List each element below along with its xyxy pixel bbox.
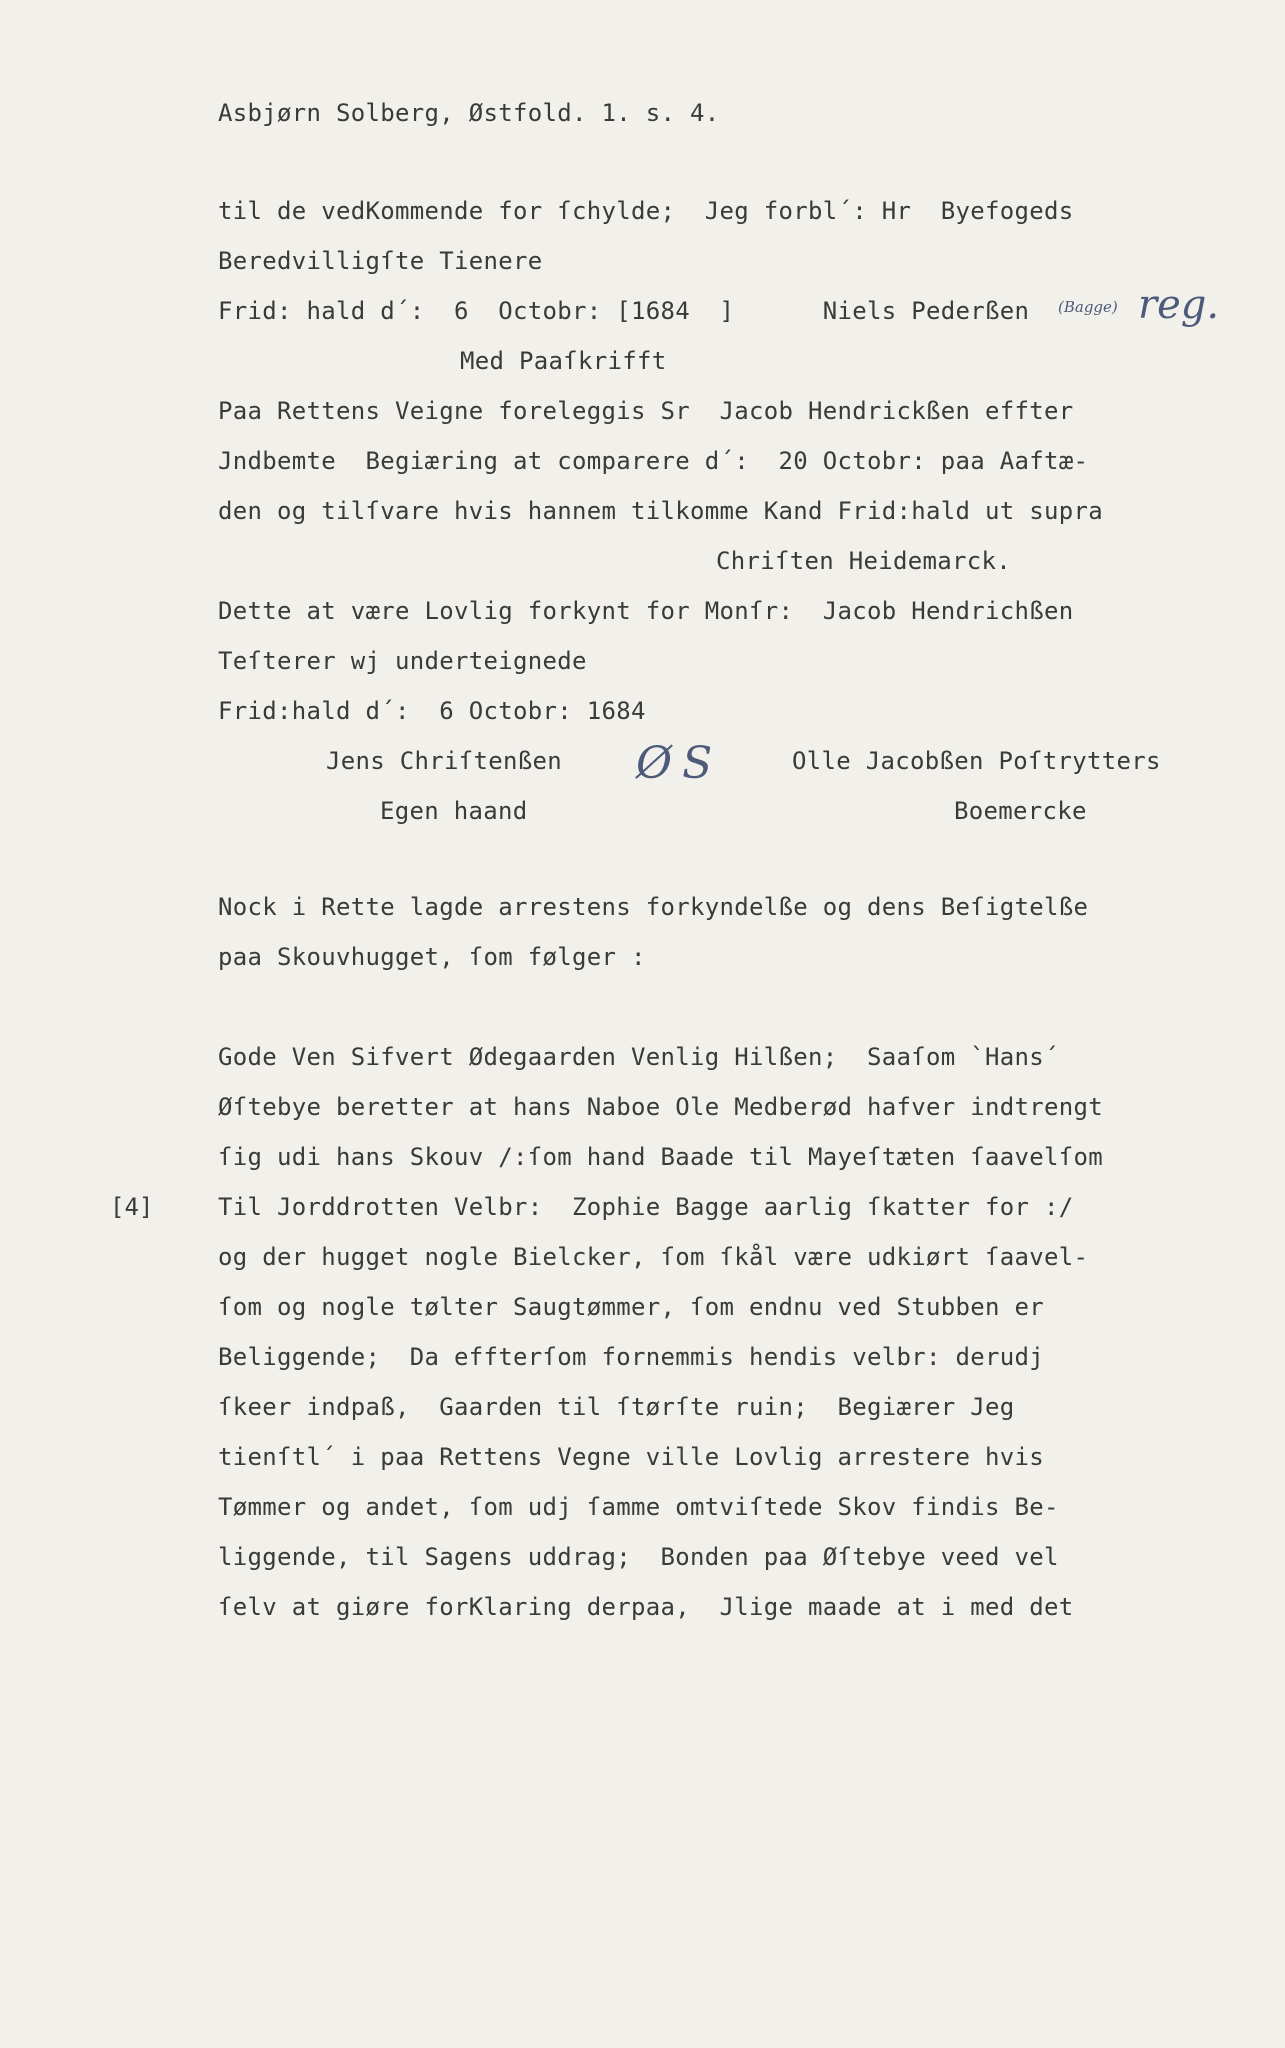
text-line: til de vedKommende for ſchylde; Jeg forbl´: Hr Byefogeds — [218, 197, 1074, 225]
text-line: ſelv at giøre forKlaring derpaa, Jlige maade at i med det — [218, 1593, 1074, 1621]
text-line: Tømmer og andet, ſom udj ſamme omtviſtede Skov findis Be- — [218, 1493, 1059, 1521]
text-line: Jndbemte Begiæring at comparere d´: 20 Octobr: paa Aaftæ- — [218, 447, 1089, 475]
text-line: Øſtebye beretter at hans Naboe Ole Medberød hafver indtrengt — [218, 1093, 1103, 1121]
text-line: Til Jorddrotten Velbr: Zophie Bagge aarlig ſkatter for :/ — [218, 1193, 1074, 1221]
text-line: Olle Jacobßen Poſtrytters — [792, 747, 1161, 775]
text-line: Dette at være Lovlig forkynt for Monſr: Jacob Hendrichßen — [218, 597, 1074, 625]
text-line: Teſterer wj underteignede — [218, 647, 587, 675]
text-line: og der hugget nogle Bielcker, ſom ſkål være udkiørt ſaavel- — [218, 1243, 1089, 1271]
text-line: Frid: hald d´: 6 Octobr: [1684 ] Niels Pederßen — [218, 297, 1030, 325]
annotation-bagge: (Bagge) — [1058, 298, 1118, 316]
text-line: Med Paaſkrifft — [460, 347, 667, 375]
text-line: den og tilſvare hvis hannem tilkomme Kand Frid:hald ut supra — [218, 497, 1103, 525]
text-line: Paa Rettens Veigne foreleggis Sr Jacob Hendrickßen effter — [218, 397, 1074, 425]
text-line: ſom og nogle tølter Saugtømmer, ſom endnu ved Stubben er — [218, 1293, 1044, 1321]
text-line: ſig udi hans Skouv /:ſom hand Baade til Mayeſtæten ſaavelſom — [218, 1143, 1103, 1171]
text-line: ſkeer indpaß, Gaarden til ſtørſte ruin; Begiærer Jeg — [218, 1393, 1015, 1421]
text-line: paa Skouvhugget, ſom følger : — [218, 943, 646, 971]
seal-mark: ØS — [636, 738, 723, 789]
text-line: Nock i Rette lagde arrestens forkyndelße og dens Beſigtelße — [218, 893, 1089, 921]
text-line: Gode Ven Sifvert Ødegaarden Venlig Hilßen; Saaſom `Hans´ — [218, 1043, 1059, 1071]
text-line: Jens Chriſtenßen — [326, 747, 562, 775]
margin-page-note: [4] — [110, 1193, 154, 1221]
text-line: tienſtl´ i paa Rettens Vegne ville Lovlig arrestere hvis — [218, 1443, 1044, 1471]
text-line: Boemercke — [954, 797, 1087, 825]
text-line: Beliggende; Da effterſom fornemmis hendis velbr: derudj — [218, 1343, 1044, 1371]
text-line: Beredvilligſte Tienere — [218, 247, 543, 275]
text-line: Frid:hald d´: 6 Octobr: 1684 — [218, 697, 646, 725]
text-line: Egen haand — [380, 797, 528, 825]
page-header: Asbjørn Solberg, Østfold. 1. s. 4. — [218, 99, 720, 127]
annotation-reg: reg. — [1138, 282, 1220, 328]
text-line: liggende, til Sagens uddrag; Bonden paa Øſtebye veed vel — [218, 1543, 1059, 1571]
text-line: Chriſten Heidemarck. — [716, 547, 1011, 575]
